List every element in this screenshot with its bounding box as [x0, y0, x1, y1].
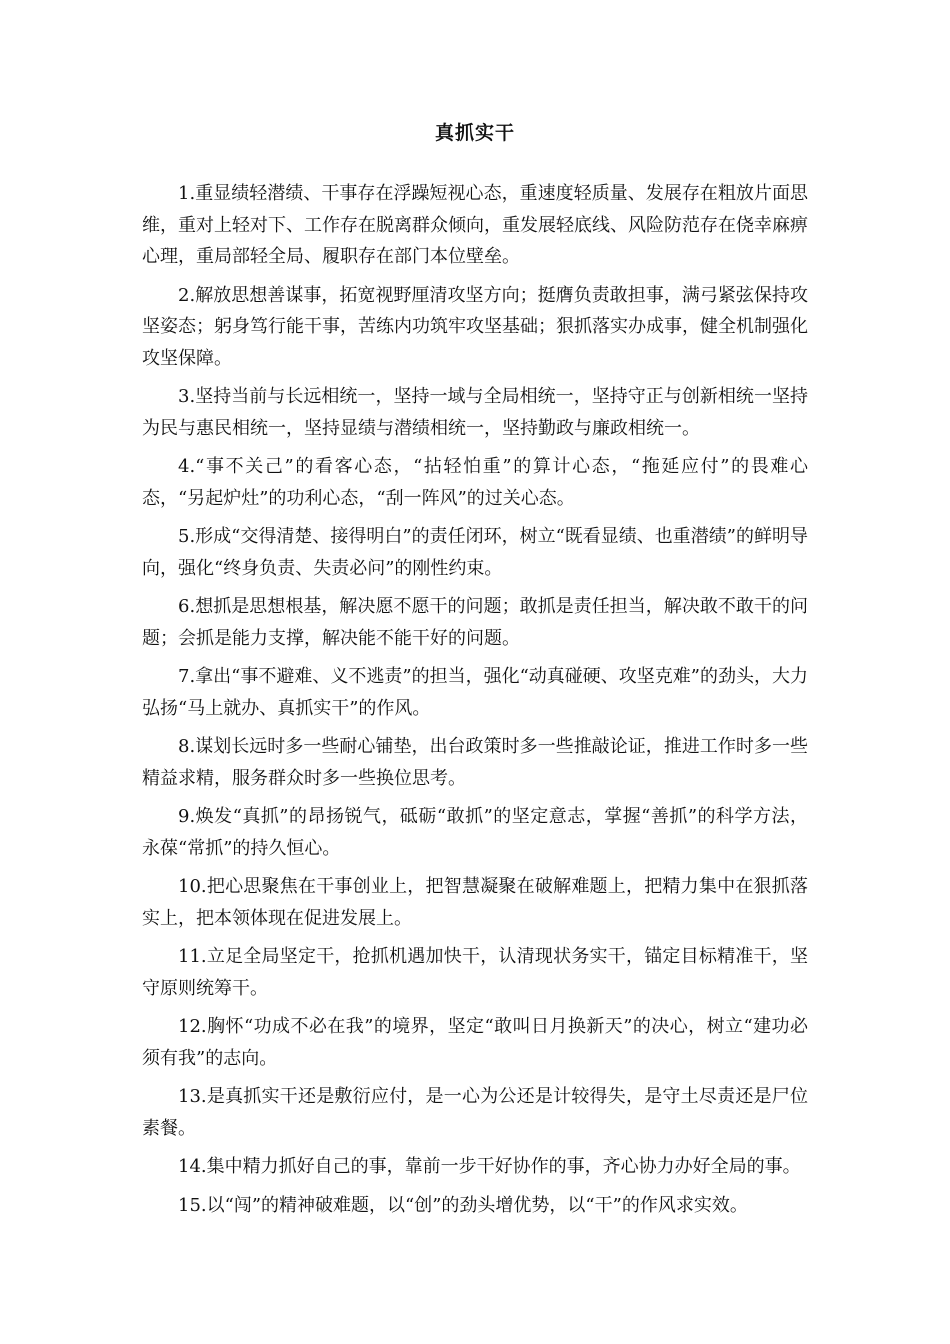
- paragraph-13: 13.是真抓实干还是敷衍应付，是一心为公还是计较得失，是守土尽责还是尸位素餐。: [142, 1086, 808, 1139]
- paragraph-9: 9.焕发“真抓”的昂扬锐气，砥砺“敢抓”的坚定意志，掌握“善抓”的科学方法，永葆“常抓”的持久恒心。: [142, 806, 808, 859]
- paragraph-10: 10.把心思聚焦在干事创业上，把智慧凝聚在破解难题上，把精力集中在狠抓落实上，把本领体现在促进发展上。: [142, 876, 808, 929]
- paragraph-11: 11.立足全局坚定干，抢抓机遇加快干，认清现状务实干，锚定目标精准干，坚守原则统筹干。: [142, 946, 808, 999]
- paragraph-12: 12.胸怀“功成不必在我”的境界，坚定“敢叫日月换新天”的决心，树立“建功必须有我”的志向。: [142, 1016, 808, 1069]
- paragraph-5: 5.形成“交得清楚、接得明白”的责任闭环，树立“既看显绩、也重潜绩”的鲜明导向，强化“终身负责、失责必问”的刚性约束。: [142, 526, 808, 579]
- paragraph-14: 14.集中精力抓好自己的事，靠前一步干好协作的事，齐心协力办好全局的事。: [178, 1156, 801, 1177]
- paragraph-6: 6.想抓是思想根基，解决愿不愿干的问题；敢抓是责任担当，解决敢不敢干的问题；会抓是能力支撑，解决能不能干好的问题。: [142, 596, 808, 649]
- paragraph-7: 7.拿出“事不避难、义不逃责”的担当，强化“动真碰硬、攻坚克难”的劲头，大力弘扬“马上就办、真抓实干”的作风。: [142, 666, 808, 719]
- paragraph-4: 4.“事不关己”的看客心态，“拈轻怕重”的算计心态，“拖延应付”的畏难心态，“另起炉灶”的功利心态，“刮一阵风”的过关心态。: [142, 456, 808, 509]
- paragraph-1: 1.重显绩轻潜绩、干事存在浮躁短视心态，重速度轻质量、发展存在粗放片面思维，重对上轻对下、工作存在脱离群众倾向，重发展轻底线、风险防范存在侥幸麻痹心理，重局部轻全局、履职存在部门本位壁垒。: [142, 183, 808, 267]
- paragraph-8: 8.谋划长远时多一些耐心铺垫，出台政策时多一些推敲论证，推进工作时多一些精益求精，服务群众时多一些换位思考。: [142, 736, 808, 789]
- paragraph-15: 15.以“闯”的精神破难题，以“创”的劲头增优势，以“干”的作风求实效。: [178, 1194, 748, 1216]
- paragraph-3: 3.坚持当前与长远相统一，坚持一域与全局相统一，坚持守正与创新相统一坚持为民与惠民相统一，坚持显绩与潜绩相统一，坚持勤政与廉政相统一。: [142, 386, 808, 439]
- document-title: 真抓实干: [434, 122, 515, 144]
- document-body: [142, 178, 808, 1228]
- paragraph-2: 2.解放思想善谋事，拓宽视野厘清攻坚方向；挺膺负责敢担事，满弓紧弦保持攻坚姿态；躬身笃行能干事，苦练内功筑牢攻坚基础；狠抓落实办成事，健全机制强化攻坚保障。: [142, 284, 808, 369]
